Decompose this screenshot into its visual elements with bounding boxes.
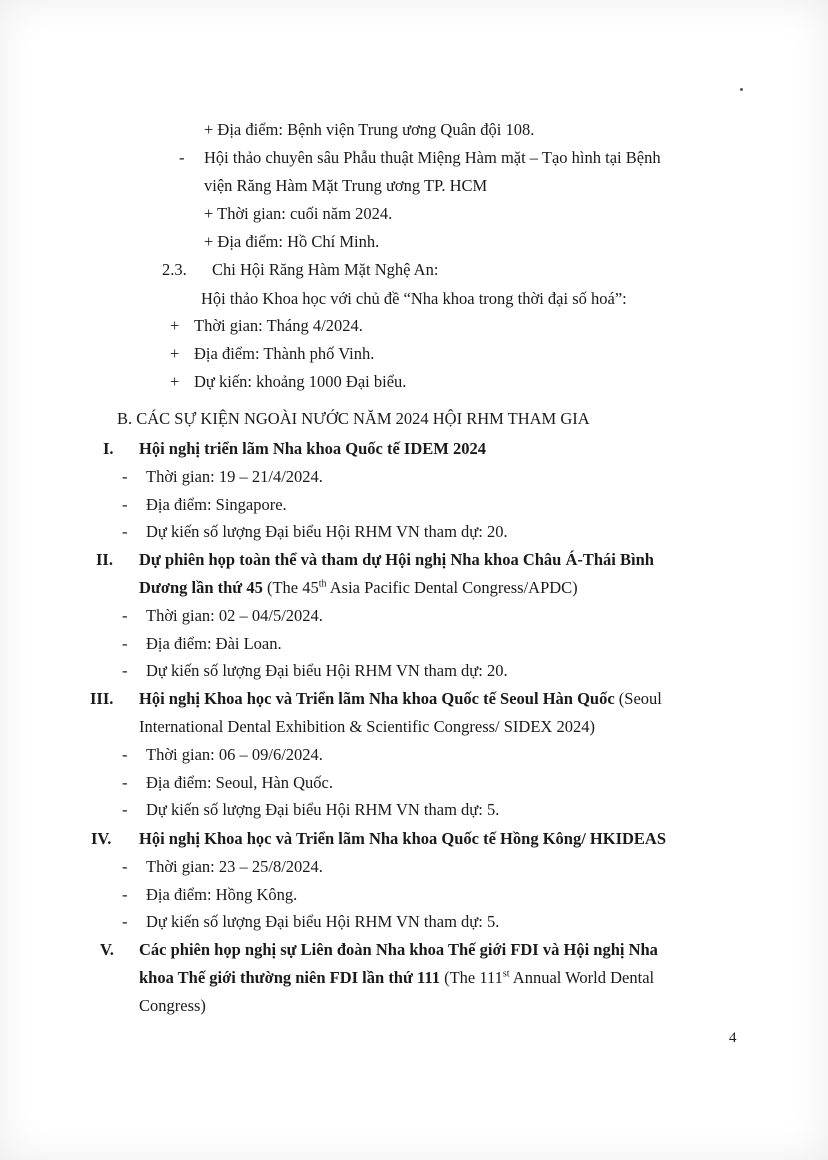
idem-delegates: Dự kiến số lượng Đại biểu Hội RHM VN tham dự: 20. xyxy=(146,522,508,541)
nghe-an-location: Địa điểm: Thành phố Vinh. xyxy=(194,344,375,363)
nghe-an-time: Thời gian: Tháng 4/2024. xyxy=(194,316,363,335)
nghe-an-expected: Dự kiến: khoảng 1000 Đại biểu. xyxy=(194,372,407,391)
page-number: 4 xyxy=(729,1030,737,1046)
apdc-delegates: Dự kiến số lượng Đại biểu Hội RHM VN tham dự: 20. xyxy=(146,661,508,680)
sidex-time: Thời gian: 06 – 09/6/2024. xyxy=(146,745,323,764)
sidex-title-1: Hội nghị Khoa học và Triển lãm Nha khoa Quốc tế Seoul Hàn Quốc (Seoul xyxy=(139,689,662,708)
hkideas-place: Địa điểm: Hồng Kông. xyxy=(146,885,298,904)
apdc-title-2: Dương lần thứ 45 (The 45th Asia Pacific Dental Congress/APDC) xyxy=(139,578,578,597)
hkideas-delegates: Dự kiến số lượng Đại biểu Hội RHM VN tham dự: 5. xyxy=(146,912,500,931)
hkideas-time: Thời gian: 23 – 25/8/2024. xyxy=(146,857,323,876)
dash-bullet: - xyxy=(122,885,128,904)
dash-bullet: - xyxy=(122,773,128,792)
dash-bullet: - xyxy=(122,857,128,876)
item-number: I. xyxy=(103,439,114,458)
dash-bullet: - xyxy=(122,495,128,514)
nghe-an-number: 2.3. xyxy=(162,260,187,279)
hkideas-title: Hội nghị Khoa học và Triển lãm Nha khoa Quốc tế Hồng Kông/ HKIDEAS xyxy=(139,829,667,848)
item-number: III. xyxy=(90,689,114,708)
scan-speck xyxy=(740,88,743,91)
fdi-title-3: Congress) xyxy=(139,996,206,1015)
dash-bullet: - xyxy=(122,634,128,653)
apdc-time: Thời gian: 02 – 04/5/2024. xyxy=(146,606,323,625)
apdc-place: Địa điểm: Đài Loan. xyxy=(146,634,282,653)
item-number: II. xyxy=(96,550,113,569)
fdi-title-1: Các phiên họp nghị sự Liên đoàn Nha khoa Thế giới FDI và Hội nghị Nha xyxy=(139,940,658,959)
dash-bullet: - xyxy=(179,148,185,167)
sidex-delegates: Dự kiến số lượng Đại biểu Hội RHM VN tham dự: 5. xyxy=(146,800,500,819)
idem-place: Địa điểm: Singapore. xyxy=(146,495,287,514)
location-108: + Địa điểm: Bệnh viện Trung ương Quân đội 108. xyxy=(204,120,535,139)
dash-bullet: - xyxy=(122,522,128,541)
hcm-time: + Thời gian: cuối năm 2024. xyxy=(204,204,393,223)
dash-bullet: - xyxy=(122,606,128,625)
dash-bullet: - xyxy=(122,745,128,764)
idem-time: Thời gian: 19 – 21/4/2024. xyxy=(146,467,323,486)
item-number: IV. xyxy=(91,829,112,848)
hcm-workshop-title-2: viện Răng Hàm Mặt Trung ương TP. HCM xyxy=(204,176,488,195)
hcm-location: + Địa điểm: Hồ Chí Minh. xyxy=(204,232,380,251)
hcm-workshop-title-1: Hội thảo chuyên sâu Phẫu thuật Miệng Hàm mặt – Tạo hình tại Bệnh xyxy=(204,148,661,167)
dash-bullet: - xyxy=(122,800,128,819)
nghe-an-desc: Hội thảo Khoa học với chủ đề “Nha khoa trong thời đại số hoá”: xyxy=(201,289,627,308)
nghe-an-title: Chi Hội Răng Hàm Mặt Nghệ An: xyxy=(212,260,439,279)
sidex-title-2: International Dental Exhibition & Scientific Congress/ SIDEX 2024) xyxy=(139,717,595,736)
sidex-place: Địa điểm: Seoul, Hàn Quốc. xyxy=(146,773,333,792)
apdc-title-1: Dự phiên họp toàn thể và tham dự Hội nghị Nha khoa Châu Á-Thái Bình xyxy=(139,550,654,569)
section-b-heading: B. CÁC SỰ KIỆN NGOÀI NƯỚC NĂM 2024 HỘI RHM THAM GIA xyxy=(117,409,590,428)
item-number: V. xyxy=(100,940,114,959)
plus-bullet: + xyxy=(170,344,180,363)
fdi-title-2: khoa Thế giới thường niên FDI lần thứ 111 (The 111st Annual World Dental xyxy=(139,968,655,987)
dash-bullet: - xyxy=(122,912,128,931)
dash-bullet: - xyxy=(122,467,128,486)
dash-bullet: - xyxy=(122,661,128,680)
idem-title: Hội nghị triển lãm Nha khoa Quốc tế IDEM 2024 xyxy=(139,439,486,458)
plus-bullet: + xyxy=(170,316,180,335)
plus-bullet: + xyxy=(170,372,180,391)
